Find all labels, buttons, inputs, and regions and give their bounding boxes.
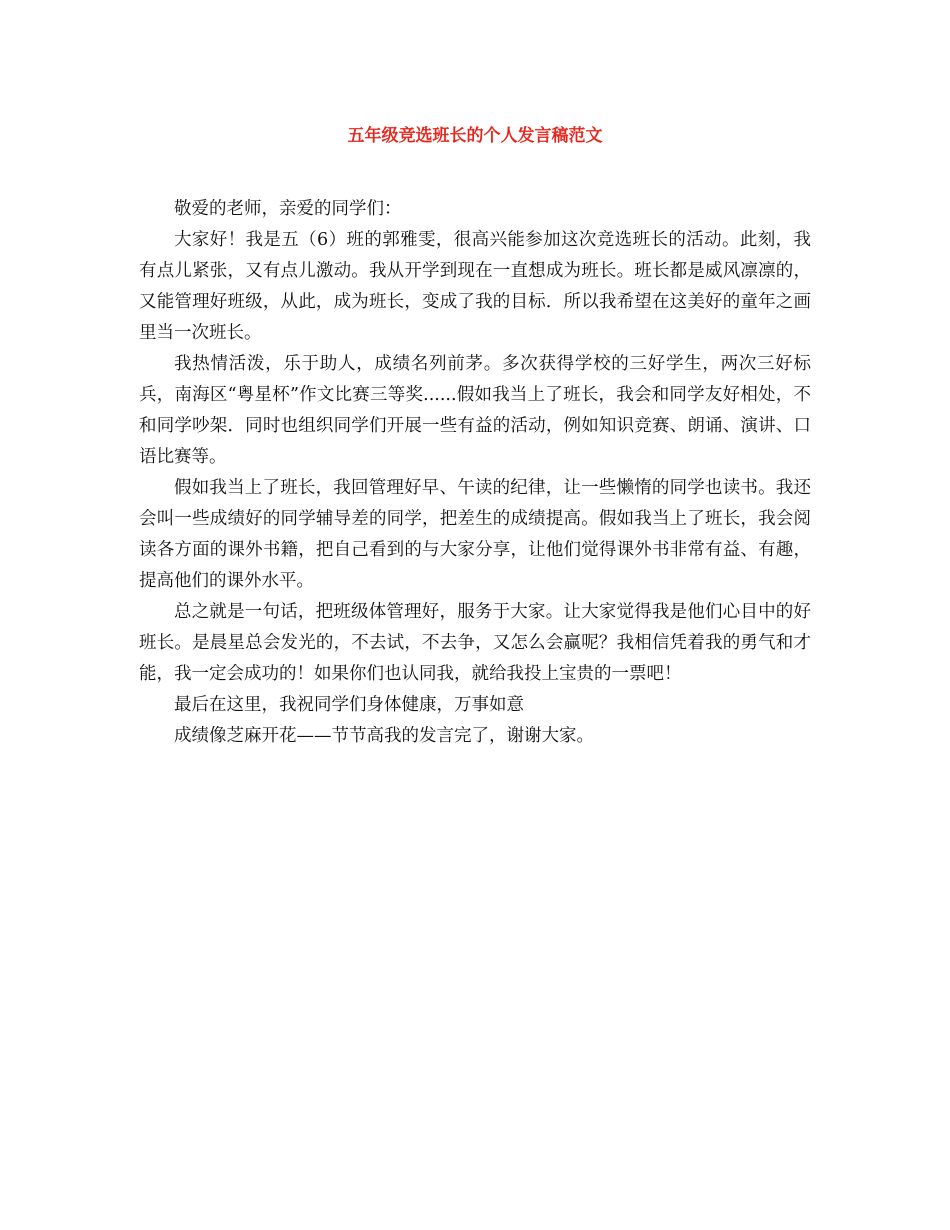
- paragraph-summary: 总之就是一句话，把班级体管理好，服务于大家。让大家觉得我是他们心目中的好班长。是晨星总会发光的，不去试，不去争，又怎么会赢呢？我相信凭着我的勇气和才能，我一定会成功的！如果你们也认同我，就给我投上宝贵的一票吧！: [139, 602, 811, 684]
- document-title: 五年级竞选班长的个人发言稿范文: [347, 126, 603, 146]
- paragraph-greeting: 敬爱的老师，亲爱的同学们：: [174, 199, 402, 219]
- paragraph-plans: 假如我当上了班长，我回管理好早、午读的纪律，让一些懒惰的同学也读书。我还会叫一些成绩好的同学辅导差的同学，把差生的成绩提高。假如我当上了班长，我会阅读各方面的课外书籍，把自己看到的与大家分享，让他们觉得课外书非常有益、有趣，提高他们的课外水平。: [139, 478, 811, 591]
- paragraph-wishes: 最后在这里，我祝同学们身体健康，万事如意: [174, 695, 524, 715]
- paragraph-closing: 成绩像芝麻开花——节节高我的发言完了，谢谢大家。: [174, 726, 594, 746]
- paragraph-introduction: 大家好！我是五（6）班的郭雅雯，很高兴能参加这次竞选班长的活动。此刻，我有点儿紧张，又有点儿激动。我从开学到现在一直想成为班长。班长都是威风凛凛的，又能管理好班级，从此，成为班长，变成了我的目标．所以我希望在这美好的童年之画里当一次班长。: [139, 230, 811, 343]
- document-body: [139, 194, 811, 752]
- paragraph-achievements: 我热情活泼，乐于助人，成绩名列前茅。多次获得学校的三好学生，两次三好标兵，南海区“粤星杯”作文比赛三等奖......假如我当上了班长，我会和同学友好相处，不和同学吵架．同时也组织同学们开展一些有益的活动，例如知识竞赛、朗诵、演讲、口语比赛等。: [139, 354, 811, 467]
